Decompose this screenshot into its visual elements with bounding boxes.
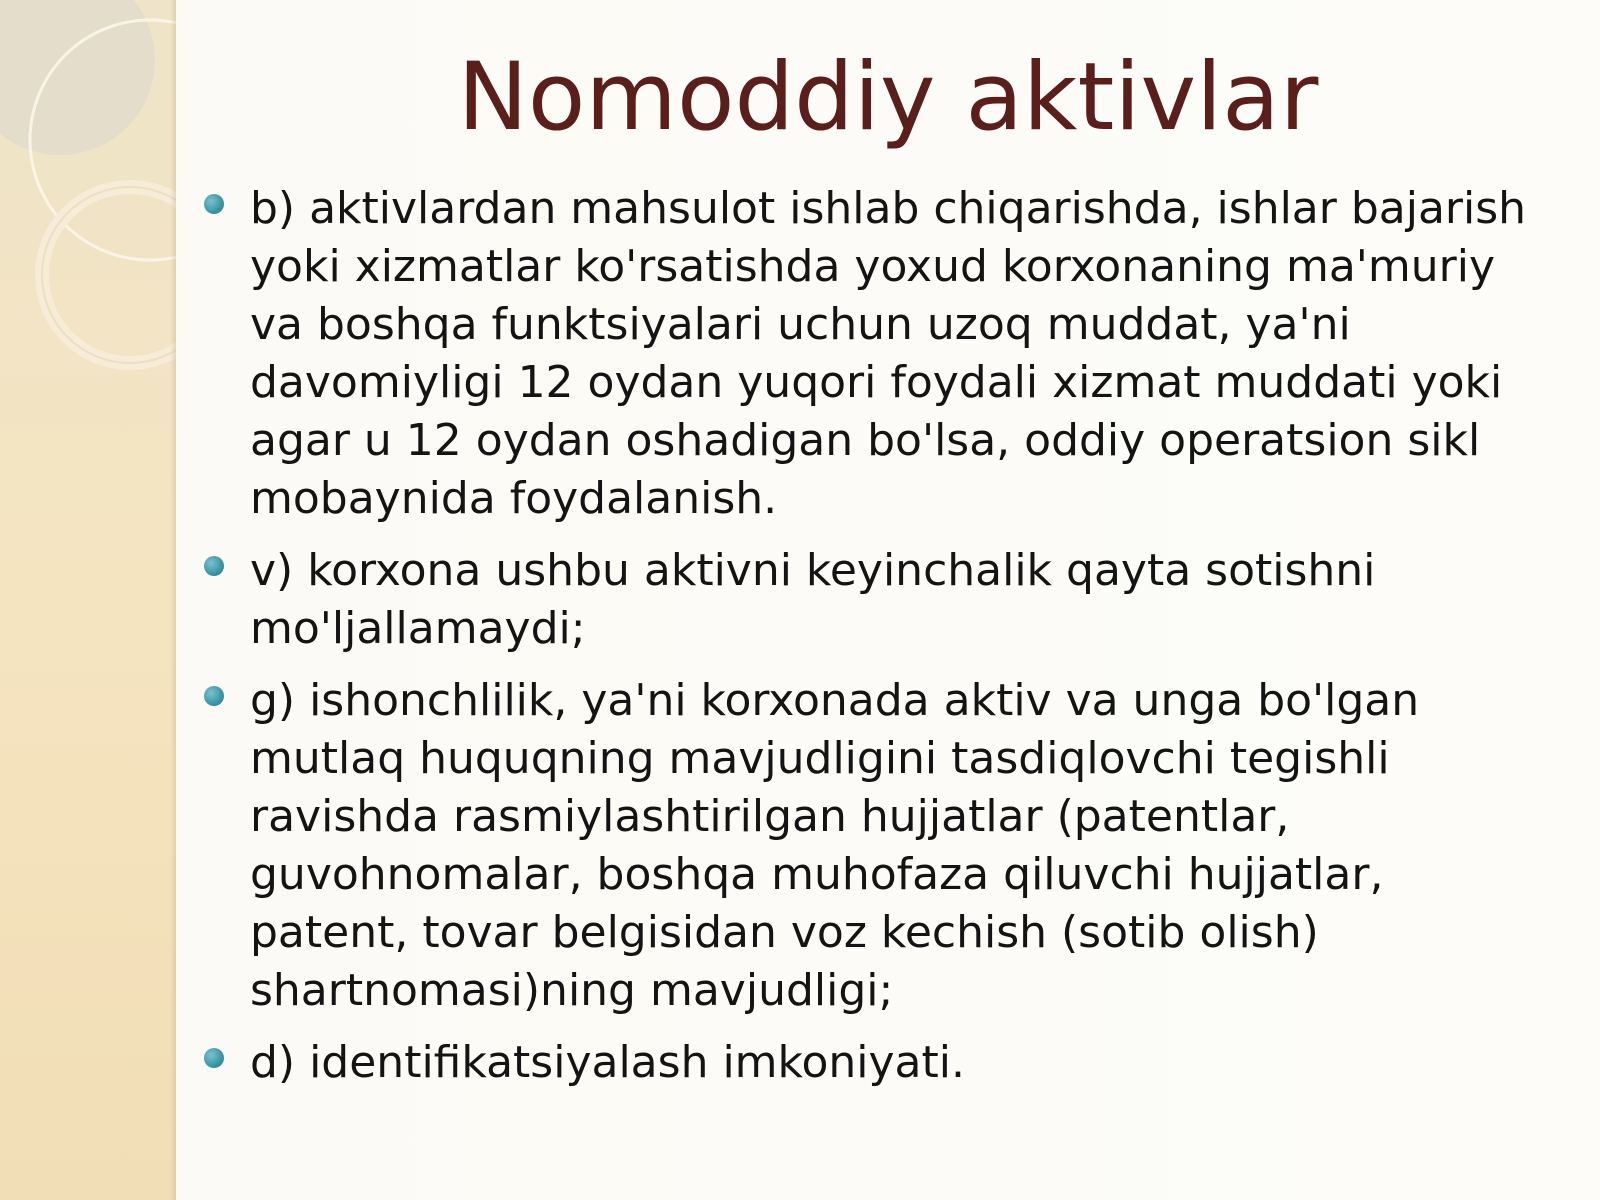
side-decoration-panel (0, 0, 176, 1200)
slide-title: Nomoddiy aktivlar (457, 43, 1319, 152)
bullet-dot-icon (204, 556, 224, 576)
bullet-text: d) identifikatsiyalash imkoniyati. (250, 1037, 965, 1088)
ring-decoration-icon (0, 0, 176, 1200)
bullet-item (200, 542, 1550, 658)
bullet-dot-icon (204, 1048, 224, 1068)
bullet-text: b) aktivlardan mahsulot ishlab chiqarishda, ishlar bajarish yoki xizmatlar ko'rsatishda yoxud korxonaning ma'muriy va boshqa funktsiyalari uchun uzoq muddat, ya'ni davomiyligi 12 oydan yuqori foydali xizmat muddati yoki agar u 12 oydan oshadigan bo'lsa, oddiy operatsion sikl mobaynida foydalanish. (250, 183, 1527, 524)
bullet-dot-icon (204, 194, 224, 214)
bullet-item (200, 180, 1550, 528)
bullet-text: g) ishonchlilik, ya'ni korxonada aktiv va unga bo'lgan mutlaq huquqning mavjudligini tasdiqlovchi tegishli ravishda rasmiylashtirilgan hujjatlar (patentlar, guvohnomalar, boshqa muhofaza qiluvchi hujjatlar, patent, tovar belgisidan voz kechish (sotib olish) shartnomasi)ning mavjudligi; (250, 675, 1420, 1016)
bullet-item (200, 672, 1550, 1020)
bullet-list (200, 180, 1550, 1106)
bullet-dot-icon (204, 686, 224, 706)
bullet-text: v) korxona ushbu aktivni keyinchalik qayta sotishni mo'ljallamaydi; (250, 545, 1376, 654)
bullet-item (200, 1034, 1550, 1092)
